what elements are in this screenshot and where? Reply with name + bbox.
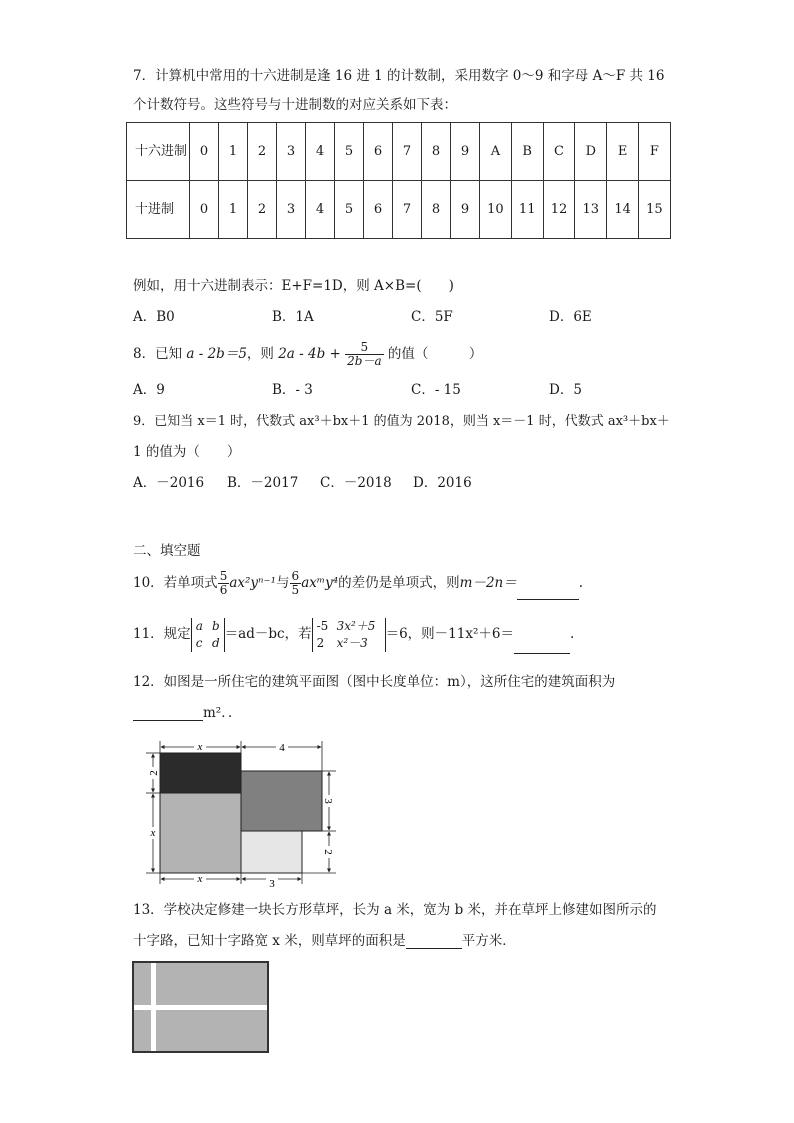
q10-end: . xyxy=(578,575,584,591)
hex-cell: D xyxy=(575,123,607,181)
det-g4: x²－3 xyxy=(336,635,368,650)
q10-frac1-den: 6 xyxy=(219,583,228,597)
q9-line2: 1 的值为（ ） xyxy=(133,444,241,460)
q8-option-d: D．5 xyxy=(549,382,582,398)
det-a: a xyxy=(195,618,203,633)
q8-fraction xyxy=(345,341,383,367)
dec-cell: 13 xyxy=(575,181,607,239)
q8-frac-num: 5 xyxy=(345,341,383,355)
q7-option-c: C．5F xyxy=(411,309,453,325)
q10-frac2-den: 5 xyxy=(291,583,300,597)
det-g3: 2 xyxy=(316,635,325,650)
dim-label-bottom-x: x xyxy=(197,873,203,885)
room-mid xyxy=(241,771,322,831)
dim-label-left-x: x xyxy=(150,827,156,839)
q8-mid: ，则 xyxy=(246,346,274,362)
hex-cell: 1 xyxy=(219,123,248,181)
hex-cell: 6 xyxy=(364,123,393,181)
q13-line2-text: 十字路，已知十字路宽 x 米，则草坪的面积是 xyxy=(133,933,406,949)
dec-cell: 6 xyxy=(364,181,393,239)
dec-cell: 1 xyxy=(219,181,248,239)
q12-line1: 12．如图是一所住宅的建筑平面图（图中长度单位：m），这所住宅的建筑面积为 xyxy=(133,674,616,690)
dec-cell: 3 xyxy=(277,181,306,239)
hex-cell: B xyxy=(511,123,543,181)
hex-cell: 9 xyxy=(451,123,480,181)
q10-frac1-num: 5 xyxy=(219,569,228,584)
dec-cell: 14 xyxy=(607,181,639,239)
q11-end: . xyxy=(569,626,575,642)
dec-cell: 5 xyxy=(335,181,364,239)
det-g2: 3x²＋5 xyxy=(336,618,376,633)
q7-option-a: A．B0 xyxy=(133,309,175,325)
q11-answer-blank[interactable] xyxy=(514,641,570,654)
dec-cell: 11 xyxy=(511,181,543,239)
hex-cell: 0 xyxy=(190,123,219,181)
q10-ask: m－2n＝ xyxy=(459,575,517,591)
q10-term1: ax²yⁿ⁻¹ xyxy=(229,575,277,591)
lawn-cross-road-figure xyxy=(132,961,270,1054)
det-g1: -5 xyxy=(316,618,329,633)
hex-row xyxy=(127,123,671,181)
q7-example: 例如，用十六进制表示：E+F=1D，则 A×B=( ) xyxy=(133,278,454,294)
dec-cell: 2 xyxy=(248,181,277,239)
hex-cell: 2 xyxy=(248,123,277,181)
hex-cell: F xyxy=(638,123,670,181)
q10-frac2-num: 6 xyxy=(291,569,300,584)
q8-frac-den: 2b－a xyxy=(347,354,382,368)
det-b: b xyxy=(212,618,220,633)
det-c: c xyxy=(195,635,203,650)
room-light xyxy=(241,831,302,873)
q10-frac2 xyxy=(290,570,302,596)
hex-cell: 5 xyxy=(335,123,364,181)
dec-cell: 10 xyxy=(480,181,512,239)
q8-condition: a - 2b＝5 xyxy=(186,346,247,362)
dim-label-left-2: 2 xyxy=(148,770,160,776)
hex-row-label: 十六进制 xyxy=(127,123,190,181)
hex-cell: 3 xyxy=(277,123,306,181)
q9-option-a: A．－2016 xyxy=(133,475,205,491)
hex-cell: 8 xyxy=(422,123,451,181)
dim-label-right-3: 3 xyxy=(322,798,334,804)
q8-option-a: A．9 xyxy=(133,382,165,398)
dec-cell: 8 xyxy=(422,181,451,239)
q12-answer-blank[interactable] xyxy=(133,708,203,721)
q13-answer-blank[interactable] xyxy=(406,936,462,949)
hex-cell: E xyxy=(607,123,639,181)
dec-row-label: 十进制 xyxy=(127,181,190,239)
q7-option-b: B．1A xyxy=(272,309,314,325)
q11-prefix: 11．规定 xyxy=(133,626,191,642)
hex-cell: C xyxy=(543,123,575,181)
q8-option-c: C．- 15 xyxy=(411,382,461,398)
q12-line2 xyxy=(133,707,241,721)
q10-prefix: 10．若单项式 xyxy=(133,575,218,591)
room-large xyxy=(160,793,241,873)
q11-stem xyxy=(133,614,574,654)
hex-cell: 4 xyxy=(306,123,335,181)
hex-cell: A xyxy=(480,123,512,181)
q8-suffix: 的值（ ） xyxy=(387,346,483,362)
dim-label-bottom-3: 3 xyxy=(269,878,275,888)
q13-line2-end: 平方米． xyxy=(461,933,516,949)
q10-term2: axᵐy⁴ xyxy=(301,575,339,591)
q11-def-result: ＝ad－bc，若 xyxy=(224,626,312,642)
q10-suffix: 的差仍是单项式，则 xyxy=(338,575,460,591)
q11-def-determinant xyxy=(191,618,225,652)
dim-label-top-x: x xyxy=(197,741,203,753)
q9-option-b: B．－2017 xyxy=(227,475,299,491)
q11-given-result: ＝6，则－11x²＋6＝ xyxy=(385,626,514,642)
q9-option-c: C．－2018 xyxy=(320,475,392,491)
dim-label-top-4: 4 xyxy=(279,742,285,754)
q8-option-b: B．- 3 xyxy=(272,382,313,398)
hex-table xyxy=(126,122,671,239)
q10-answer-blank[interactable] xyxy=(517,587,579,600)
q10-mid: 与 xyxy=(276,575,290,591)
q10-frac1 xyxy=(218,570,230,596)
road-horizontal xyxy=(134,1005,267,1010)
q7-line2: 个计数符号。这些符号与十进制数的对应关系如下表： xyxy=(133,97,457,113)
q7-option-d: D．6E xyxy=(549,309,592,325)
dim-label-right-2: 2 xyxy=(322,849,334,855)
dec-cell: 15 xyxy=(638,181,670,239)
room-dark xyxy=(160,753,241,793)
hex-cell: 7 xyxy=(393,123,422,181)
floor-plan-figure xyxy=(140,738,340,888)
q8-prefix: 8．已知 xyxy=(133,346,183,362)
q9-option-d: D．2016 xyxy=(413,475,472,491)
q9-line1: 9．已知当 x＝1 时，代数式 ax³＋bx＋1 的值为 2018，则当 x＝－1 时，代数式 ax³＋bx＋ xyxy=(133,414,670,429)
dec-cell: 4 xyxy=(306,181,335,239)
q10-stem xyxy=(133,566,583,600)
dec-cell: 9 xyxy=(451,181,480,239)
q7-line1: 7．计算机中常用的十六进制是逢 16 进 1 的计数制，采用数字 0～9 和字母 A～F 共 16 xyxy=(133,68,665,84)
q8-stem xyxy=(133,337,482,371)
det-d: d xyxy=(212,635,220,650)
q12-unit: m²．． xyxy=(203,705,242,721)
section-title: 二、填空题 xyxy=(133,543,201,559)
q13-line1: 13．学校决定修建一块长方形草坪，长为 a 米，宽为 b 米，并在草坪上修建如图所示的 xyxy=(133,902,657,918)
dec-cell: 7 xyxy=(393,181,422,239)
q11-given-determinant xyxy=(312,618,386,652)
dec-row xyxy=(127,181,671,239)
q8-expr: 2a - 4b + xyxy=(278,346,341,362)
dec-cell: 0 xyxy=(190,181,219,239)
dec-cell: 12 xyxy=(543,181,575,239)
q13-line2 xyxy=(133,935,516,949)
